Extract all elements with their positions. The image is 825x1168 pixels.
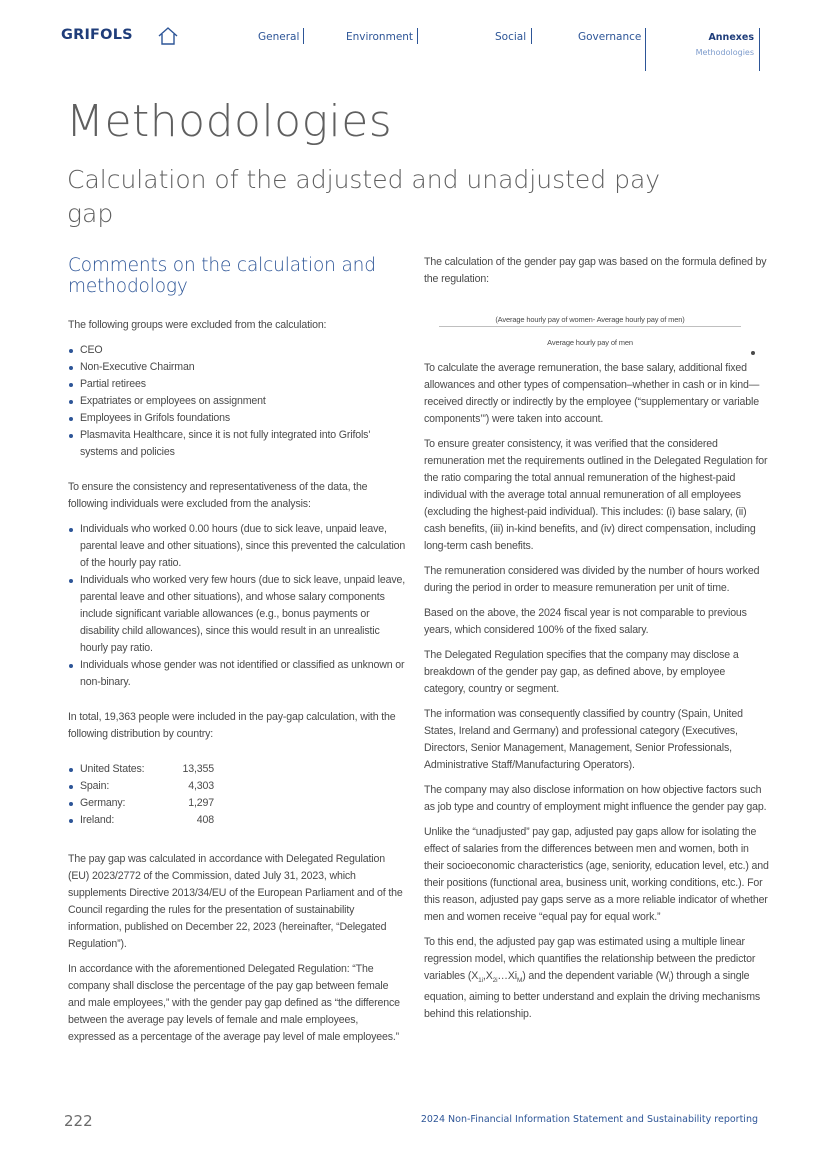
page-subtitle: Calculation of the adjusted and unadjusted pay gap <box>67 165 661 228</box>
nav-social[interactable]: Social <box>495 31 527 43</box>
list-item: Ireland: 408 <box>68 812 408 829</box>
list-item: Plasmavita Healthcare, since it is not fully integrated into Grifols' systems and policies <box>68 427 408 461</box>
decorative-dot <box>751 351 755 355</box>
nav-divider <box>759 28 760 71</box>
grifols-logo[interactable]: GRIFOLS <box>61 27 133 43</box>
nav-divider <box>303 28 304 44</box>
nav-divider <box>417 28 418 44</box>
list-item: Individuals who worked very few hours (due to sick leave, unpaid leave, parental leave and other situations), and whose salary components include significant variable allowances (e.g., bonus payments or disability child allowances), since this would result in an unrealistic hourly pay ratio. <box>68 572 408 657</box>
average-remuneration-paragraph: To calculate the average remuneration, the base salary, additional fixed allowances and other types of compensation–whether in cash or in kind—received directly or indirectly by the employee (“supplementary or variable components’”) were taken into account. <box>424 362 760 425</box>
list-item: Individuals whose gender was not identified or classified as unknown or non-binary. <box>68 657 408 691</box>
excluded-groups-list <box>68 342 408 461</box>
left-column <box>68 255 408 1054</box>
formula-denominator: Average hourly pay of men <box>547 338 633 347</box>
page-title: Methodologies <box>66 96 393 147</box>
nav-divider <box>645 28 646 71</box>
list-item: CEO <box>68 342 408 359</box>
excluded-intro: The following groups were excluded from the calculation: <box>68 319 327 331</box>
nav-environment[interactable]: Environment <box>346 31 414 43</box>
header <box>0 0 825 75</box>
nav-annexes-label: Annexes <box>708 32 754 43</box>
formula-numerator: (Average hourly pay of women- Average hourly pay of men) <box>495 315 685 324</box>
nav-general[interactable]: General <box>258 31 300 43</box>
nav-annexes[interactable] <box>696 32 754 57</box>
fiscal-year-paragraph: Based on the above, the 2024 fiscal year is not comparable to previous years, which considered 100% of the fixed salary. <box>424 607 747 636</box>
excluded-individuals-list <box>68 521 408 691</box>
list-item: Partial retirees <box>68 376 408 393</box>
breakdown-paragraph: The Delegated Regulation specifies that the company may disclose a breakdown of the gender pay gap, as defined above, by employee category, country or segment. <box>424 649 739 695</box>
nav-divider <box>531 28 532 44</box>
list-item: Individuals who worked 0.00 hours (due to sick leave, unpaid leave, parental leave and other situations), since this prevented the calculation of the hourly pay ratio. <box>68 521 408 572</box>
pay-gap-formula <box>424 302 769 352</box>
total-paragraph: In total, 19,363 people were included in the pay-gap calculation, with the following distribution by country: <box>68 711 396 740</box>
list-item: Spain: 4,303 <box>68 778 408 795</box>
classification-paragraph: The information was consequently classified by country (Spain, United States, Ireland and Germany) and professional category (Executives, Directors, Senior Management, Management, Senior Professionals, Administrative Staff/Manufacturing Operators). <box>424 708 743 771</box>
accordance-paragraph: In accordance with the aforementioned Delegated Regulation: “The company shall disclose the percentage of the pay gap between female and male employees,” with the gender pay gap defined as “the difference between the average pay levels of female and male employees, expressed as a percentage of the average pay level of male employees.” <box>68 963 400 1043</box>
regulation-paragraph: The pay gap was calculated in accordance with Delegated Regulation (EU) 2023/2772 of the Commission, dated July 31, 2023, which supplements Directive 2013/34/EU of the European Parliament and of the Council regarding the rules for the presentation of sustainability information, published on December 22, 2023 (hereinafter, “Delegated Regulation”). <box>68 853 403 950</box>
list-item: Germany: 1,297 <box>68 795 408 812</box>
list-item: Expatriates or employees on assignment <box>68 393 408 410</box>
nav-annexes-current: Methodologies <box>695 48 754 57</box>
objective-factors-paragraph: The company may also disclose information on how objective factors such as job type and country of employment might influence the gender pay gap. <box>424 784 767 813</box>
section-heading: Comments on the calculation and methodology <box>68 255 376 297</box>
list-item: United States: 13,355 <box>68 761 408 778</box>
nav-governance[interactable]: Governance <box>578 31 642 43</box>
page-number: 222 <box>64 1112 93 1130</box>
adjusted-gap-paragraph: Unlike the “unadjusted” pay gap, adjusted pay gaps allow for isolating the effect of salaries from the differences between men and women, both in their socioeconomic characteristics (age, seniority, education level, etc.) and their positions (functional area, business unit, working conditions, etc.). For this reason, adjusted pay gaps serve as a more reliable indicator of whether men and women receive “equal pay for equal work.” <box>424 826 769 923</box>
country-distribution-list <box>68 761 408 829</box>
hours-paragraph: The remuneration considered was divided by the number of hours worked during the period in order to measure remuneration per unit of time. <box>424 565 760 594</box>
fraction-bar <box>439 326 741 327</box>
home-icon[interactable] <box>157 26 179 46</box>
list-item: Employees in Grifols foundations <box>68 410 408 427</box>
formula-intro: The calculation of the gender pay gap was based on the formula defined by the regulation: <box>424 256 767 285</box>
list-item: Non-Executive Chairman <box>68 359 408 376</box>
footer-document-title: 2024 Non-Financial Information Statement and Sustainability reporting <box>420 1114 758 1125</box>
consistency-paragraph: To ensure the consistency and representativeness of the data, the following individuals were excluded from the analysis: <box>68 481 368 510</box>
right-column <box>424 254 769 1031</box>
regression-paragraph: To this end, the adjusted pay gap was estimated using a multiple linear regression model, which quantifies the relationship between the predictor variables $(X_{1i},X_{2i}\dots Xi_M)$ and the dependent variable $(W_i)$ through a single equation, aiming to better understand and explain the driving mechanisms behind this relationship. <box>424 936 761 1021</box>
consistency-check-paragraph: To ensure greater consistency, it was verified that the considered remuneration met the requirements outlined in the Delegated Regulation for the ratio comparing the total annual remuneration of the highest-paid individual with the average total annual remuneration of all employees (excluding the highest-paid individual). This includes: (i) base salary, (ii) cash benefits, (iii) in-kind benefits, and (iv) direct compensation, including long-term cash benefits. <box>424 438 768 552</box>
